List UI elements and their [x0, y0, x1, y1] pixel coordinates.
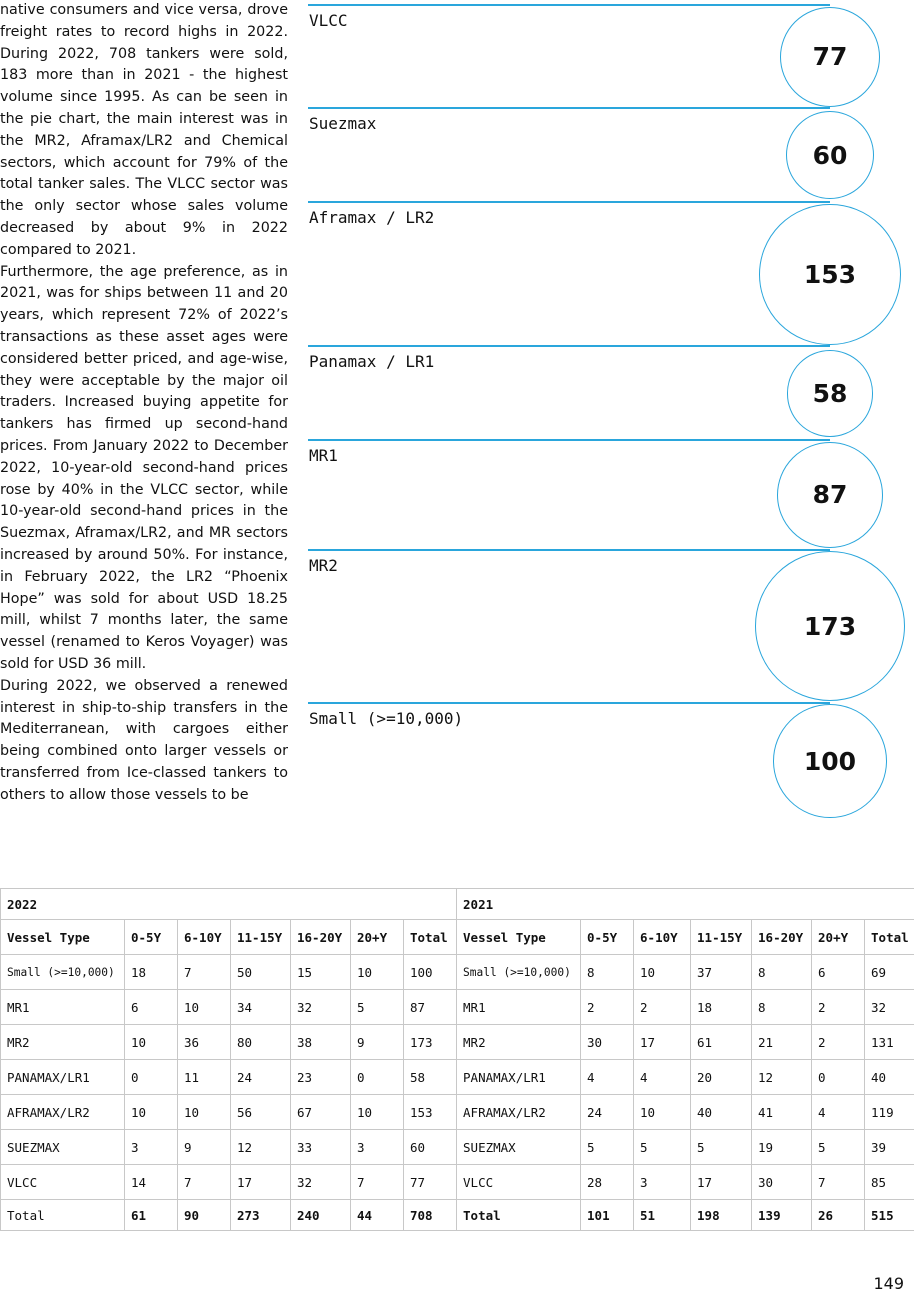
table-cell: 3	[125, 1130, 178, 1165]
tanker-sales-table	[0, 888, 914, 1231]
total-cell: 240	[291, 1200, 351, 1231]
table-cell: 7	[351, 1165, 404, 1200]
table-cell: 60	[404, 1130, 457, 1165]
table-cell: 40	[865, 1060, 914, 1095]
page-number: 149	[873, 1274, 904, 1293]
table-cell: 17	[231, 1165, 291, 1200]
table-cell: 6	[125, 990, 178, 1025]
table-cell: 30	[581, 1025, 634, 1060]
table-cell: 24	[231, 1060, 291, 1095]
table-cell: 30	[752, 1165, 812, 1200]
table-cell: 10	[634, 1095, 691, 1130]
table-cell: 58	[404, 1060, 457, 1095]
table-cell: 32	[865, 990, 914, 1025]
table-cell: 19	[752, 1130, 812, 1165]
table-cell: 32	[291, 990, 351, 1025]
column-header: 6-10Y	[634, 920, 691, 955]
chart-bubble-mr1: 87	[777, 442, 883, 548]
table-cell: 4	[812, 1095, 865, 1130]
table-cell: 3	[351, 1130, 404, 1165]
vessel-type-cell: VLCC	[457, 1165, 581, 1200]
column-header: 11-15Y	[691, 920, 752, 955]
table-cell: 80	[231, 1025, 291, 1060]
chart-bubble-suezmax: 60	[786, 111, 874, 199]
table-cell: 12	[752, 1060, 812, 1095]
total-cell: 139	[752, 1200, 812, 1231]
chart-row-rule-small-10-000	[308, 702, 830, 704]
table-cell: 173	[404, 1025, 457, 1060]
vessel-type-cell: Small (>=10,000)	[457, 955, 581, 990]
column-header: 20+Y	[812, 920, 865, 955]
column-header: 0-5Y	[125, 920, 178, 955]
total-cell: 101	[581, 1200, 634, 1231]
chart-bubble-panamax-lr1: 58	[787, 350, 874, 437]
table-cell: 56	[231, 1095, 291, 1130]
table-cell: 33	[291, 1130, 351, 1165]
total-cell: 708	[404, 1200, 457, 1231]
table-cell: 28	[581, 1165, 634, 1200]
total-cell: 26	[812, 1200, 865, 1231]
table-cell: 69	[865, 955, 914, 990]
column-header: 20+Y	[351, 920, 404, 955]
table-total-row	[1, 1200, 914, 1231]
column-header: 0-5Y	[581, 920, 634, 955]
chart-category-label-aframax-lr2: Aframax / LR2	[309, 208, 434, 227]
table-cell: 10	[634, 955, 691, 990]
table-cell: 12	[231, 1130, 291, 1165]
chart-category-label-mr1: MR1	[309, 446, 338, 465]
table-cell: 15	[291, 955, 351, 990]
paragraph-1: native consumers and vice versa, drove freight rates to record highs in 2022. During 2022, 708 tankers were sold, 183 more than in 2021 - the highest volume since 1995. As can be seen in the pie chart, the main interest was in the MR2, Aframax/LR2 and Chemical sectors, which account for 79% of the total tanker sales. The VLCC sector was the only sector whose sales volume decreased by about 9% in 2022 compared to 2021.	[0, 0, 288, 262]
column-header: Total	[865, 920, 914, 955]
total-cell: 198	[691, 1200, 752, 1231]
year-header-2022: 2022	[1, 889, 457, 920]
chart-category-label-mr2: MR2	[309, 556, 338, 575]
chart-category-label-suezmax: Suezmax	[309, 114, 376, 133]
vessel-type-cell: AFRAMAX/LR2	[457, 1095, 581, 1130]
table-cell: 32	[291, 1165, 351, 1200]
vessel-type-cell: SUEZMAX	[1, 1130, 125, 1165]
table-cell: 0	[125, 1060, 178, 1095]
table-cell: 2	[812, 990, 865, 1025]
table-cell: 77	[404, 1165, 457, 1200]
table-cell: 119	[865, 1095, 914, 1130]
table-row	[1, 1060, 914, 1095]
table-row	[1, 1165, 914, 1200]
chart-row-rule-mr2	[308, 549, 830, 551]
table-row	[1, 990, 914, 1025]
table-cell: 2	[581, 990, 634, 1025]
chart-row-rule-mr1	[308, 439, 830, 441]
table-cell: 37	[691, 955, 752, 990]
table-cell: 20	[691, 1060, 752, 1095]
table-cell: 4	[634, 1060, 691, 1095]
table-cell: 0	[351, 1060, 404, 1095]
table-cell: 5	[581, 1130, 634, 1165]
vessel-type-cell: AFRAMAX/LR2	[1, 1095, 125, 1130]
column-header: 16-20Y	[752, 920, 812, 955]
table-cell: 10	[351, 955, 404, 990]
chart-bubble-aframax-lr2: 153	[759, 204, 900, 345]
table-cell: 2	[634, 990, 691, 1025]
table-cell: 11	[178, 1060, 231, 1095]
table-cell: 38	[291, 1025, 351, 1060]
table-cell: 17	[634, 1025, 691, 1060]
table-cell: 8	[752, 955, 812, 990]
table-cell: 5	[691, 1130, 752, 1165]
table-cell: 4	[581, 1060, 634, 1095]
chart-row-rule-suezmax	[308, 107, 830, 109]
table-cell: 153	[404, 1095, 457, 1130]
chart-category-label-vlcc: VLCC	[309, 11, 348, 30]
table-row	[1, 955, 914, 990]
table-cell: 10	[351, 1095, 404, 1130]
total-cell: 273	[231, 1200, 291, 1231]
vessel-type-cell: PANAMAX/LR1	[457, 1060, 581, 1095]
body-text	[0, 0, 288, 806]
table-cell: 36	[178, 1025, 231, 1060]
chart-bubble-vlcc: 77	[780, 7, 880, 107]
table-cell: 7	[812, 1165, 865, 1200]
table-cell: 14	[125, 1165, 178, 1200]
table-row	[1, 1025, 914, 1060]
table-cell: 0	[812, 1060, 865, 1095]
table-cell: 9	[351, 1025, 404, 1060]
vessel-type-cell: SUEZMAX	[457, 1130, 581, 1165]
table-cell: 5	[634, 1130, 691, 1165]
table-cell: 10	[178, 1095, 231, 1130]
table-year-row	[1, 889, 914, 920]
column-header: Vessel Type	[457, 920, 581, 955]
table-cell: 2	[812, 1025, 865, 1060]
table-cell: 40	[691, 1095, 752, 1130]
table-cell: 5	[812, 1130, 865, 1165]
total-cell: 44	[351, 1200, 404, 1231]
table-cell: 5	[351, 990, 404, 1025]
column-header: 16-20Y	[291, 920, 351, 955]
table-cell: 39	[865, 1130, 914, 1165]
table-cell: 10	[178, 990, 231, 1025]
chart-bubble-mr2: 173	[755, 551, 905, 701]
total-cell: 90	[178, 1200, 231, 1231]
chart-row-rule-aframax-lr2	[308, 201, 830, 203]
total-label-cell: Total	[457, 1200, 581, 1231]
chart-bubble-small-10-000: 100	[773, 704, 887, 818]
chart-category-label-small-10-000: Small (>=10,000)	[309, 709, 463, 728]
vessel-type-cell: MR2	[457, 1025, 581, 1060]
chart-row-rule-panamax-lr1	[308, 345, 830, 347]
paragraph-2: Furthermore, the age preference, as in 2021, was for ships between 11 and 20 years, which represent 72% of 2022’s transactions as these asset ages were considered better priced, and age-wise, they were acceptable by the major oil traders. Increased buying appetite for tankers has firmed up second-hand prices. From January 2022 to December 2022, 10-year-old second-hand prices rose by 40% in the VLCC sector, while 10-year-old second-hand prices in the Suezmax, Aframax/LR2, and MR sectors increased by around 50%. For instance, in February 2022, the LR2 “Phoenix Hope” was sold for about USD 18.25 mill, whilst 7 months later, the same vessel (renamed to Keros Voyager) was sold for USD 36 mill.	[0, 262, 288, 676]
total-cell: 515	[865, 1200, 914, 1231]
table-cell: 67	[291, 1095, 351, 1130]
table-cell: 23	[291, 1060, 351, 1095]
table-cell: 41	[752, 1095, 812, 1130]
table-header-row	[1, 920, 914, 955]
table-cell: 85	[865, 1165, 914, 1200]
table-cell: 18	[125, 955, 178, 990]
table-cell: 17	[691, 1165, 752, 1200]
column-header: Vessel Type	[1, 920, 125, 955]
table-cell: 50	[231, 955, 291, 990]
chart-category-label-panamax-lr1: Panamax / LR1	[309, 352, 434, 371]
table-cell: 100	[404, 955, 457, 990]
paragraph-3: During 2022, we observed a renewed interest in ship-to-ship transfers in the Mediterranean, with cargoes either being combined onto larger vessels or transferred from Ice-classed tankers to others to allow those vessels to be	[0, 676, 288, 807]
table-cell: 8	[752, 990, 812, 1025]
year-header-2021: 2021	[457, 889, 914, 920]
table-cell: 10	[125, 1025, 178, 1060]
table-cell: 24	[581, 1095, 634, 1130]
table-cell: 3	[634, 1165, 691, 1200]
total-cell: 61	[125, 1200, 178, 1231]
table-row	[1, 1095, 914, 1130]
vessel-type-cell: Small (>=10,000)	[1, 955, 125, 990]
table-cell: 131	[865, 1025, 914, 1060]
table-cell: 9	[178, 1130, 231, 1165]
vessel-type-cell: PANAMAX/LR1	[1, 1060, 125, 1095]
table-cell: 21	[752, 1025, 812, 1060]
table-cell: 6	[812, 955, 865, 990]
chart-row-rule-vlcc	[308, 4, 830, 6]
table-cell: 34	[231, 990, 291, 1025]
vessel-type-cell: MR2	[1, 1025, 125, 1060]
column-header: 11-15Y	[231, 920, 291, 955]
table-cell: 7	[178, 1165, 231, 1200]
table-cell: 61	[691, 1025, 752, 1060]
table-cell: 7	[178, 955, 231, 990]
column-header: Total	[404, 920, 457, 955]
vessel-type-cell: VLCC	[1, 1165, 125, 1200]
vessel-type-cell: MR1	[457, 990, 581, 1025]
vessel-type-cell: MR1	[1, 990, 125, 1025]
table-cell: 87	[404, 990, 457, 1025]
table-row	[1, 1130, 914, 1165]
total-label-cell: Total	[1, 1200, 125, 1231]
total-cell: 51	[634, 1200, 691, 1231]
table-cell: 8	[581, 955, 634, 990]
table-cell: 10	[125, 1095, 178, 1130]
table-cell: 18	[691, 990, 752, 1025]
column-header: 6-10Y	[178, 920, 231, 955]
